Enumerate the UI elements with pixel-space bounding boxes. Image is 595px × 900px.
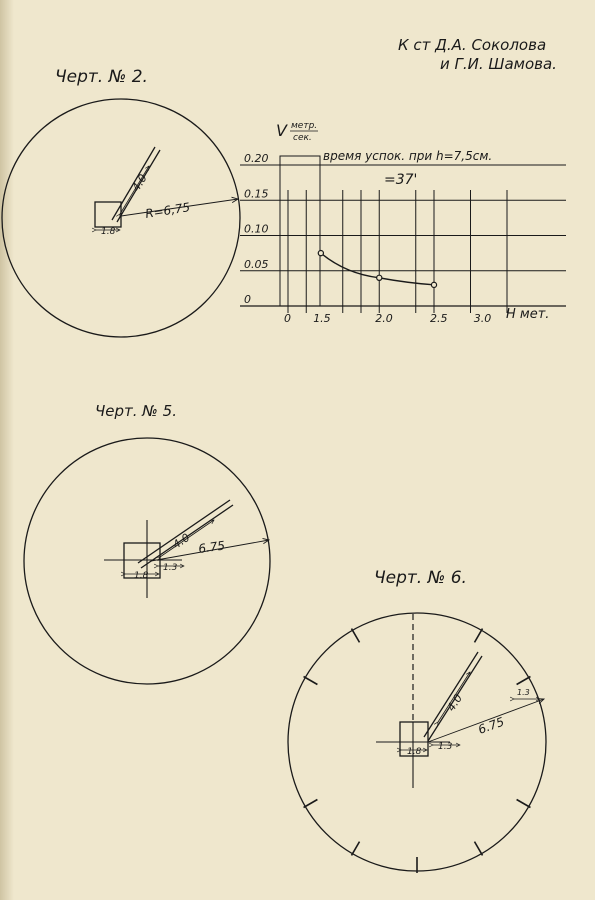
figure-6-arm-upper (424, 652, 478, 737)
chart-x-tick-label-3: 2.5 (430, 312, 448, 325)
chart-y-tick-label-1: 0.05 (244, 257, 269, 271)
figure-6-rim-tick-5 (304, 800, 318, 808)
figure-6 (288, 568, 546, 873)
figure-5-radius-label: 6.75 (197, 538, 226, 556)
figure-2-title: Черт. № 2. (55, 67, 148, 87)
figure-2 (2, 67, 240, 337)
figure-2-radius-label: R=6,75 (144, 200, 192, 221)
chart-x-label: H мет. (506, 307, 550, 322)
chart-annotation-line-1: время успок. при h=7,5см. (323, 149, 493, 163)
chart-point-1 (377, 275, 382, 280)
chart-y-unit-denominator: сек. (293, 133, 312, 143)
chart-y-tick-label-3: 0.15 (244, 187, 269, 201)
figure-6-rim-tick-6 (304, 677, 318, 685)
chart-point-2 (431, 282, 436, 287)
figure-6-base-label: 1.8 (407, 747, 422, 757)
chart-x-tick-label-1: 1.5 (313, 312, 331, 325)
chart-y-unit-numerator: метр. (291, 121, 318, 131)
chart-x-tick-label-2: 2.0 (375, 312, 393, 325)
chart-y-tick-label-4: 0.20 (244, 152, 269, 165)
chart-y-tick-label-2: 0.10 (244, 222, 269, 236)
header-line-1: К ст Д.А. Соколова (398, 36, 547, 54)
figure-6-rim-label: 1.3 (517, 688, 530, 697)
figure-2-base-block (95, 202, 121, 227)
figure-6-rim-tick-0 (475, 629, 483, 643)
chart-top-box (280, 156, 320, 306)
figure-6-rim-tick-1 (517, 677, 531, 685)
figure-6-title: Черт. № 6. (374, 568, 467, 588)
figure-5-title: Черт. № 5. (95, 402, 177, 420)
figure-5-offset-label: 1.3 (163, 563, 178, 573)
velocity-chart (240, 121, 566, 325)
figure-6-offset-label: 1.3 (438, 742, 453, 752)
figure-6-rim-tick-4 (352, 842, 360, 856)
chart-y-tick-label-0: 0 (244, 293, 251, 306)
chart-y-label: V (276, 121, 287, 140)
chart-tick-labels (244, 152, 491, 325)
figure-2-arm-label: 4.0 (129, 171, 150, 194)
header-line-2: и Г.И. Шамова. (440, 55, 557, 73)
figure-6-rim-tick-2 (517, 800, 531, 808)
chart-annotation-line-2: =37' (384, 172, 418, 188)
figure-6-radius-label: 6.75 (476, 714, 507, 737)
figure-6-rim-tick-7 (352, 629, 360, 643)
chart-points (318, 251, 436, 288)
figure-2-base-label: 1.8 (101, 227, 116, 237)
figure-6-arm-label: 4.0 (444, 691, 466, 714)
figure-5-base-label: 1.8 (134, 571, 149, 581)
chart-point-0 (318, 251, 323, 256)
figure-5-arm-label: 4.0 (170, 530, 193, 552)
figure-5 (24, 402, 270, 684)
chart-x-tick-label-4: 3.0 (473, 312, 492, 325)
chart-x-tick-label-0: 0 (284, 312, 291, 325)
figure-6-rim-tick-3 (475, 842, 483, 856)
